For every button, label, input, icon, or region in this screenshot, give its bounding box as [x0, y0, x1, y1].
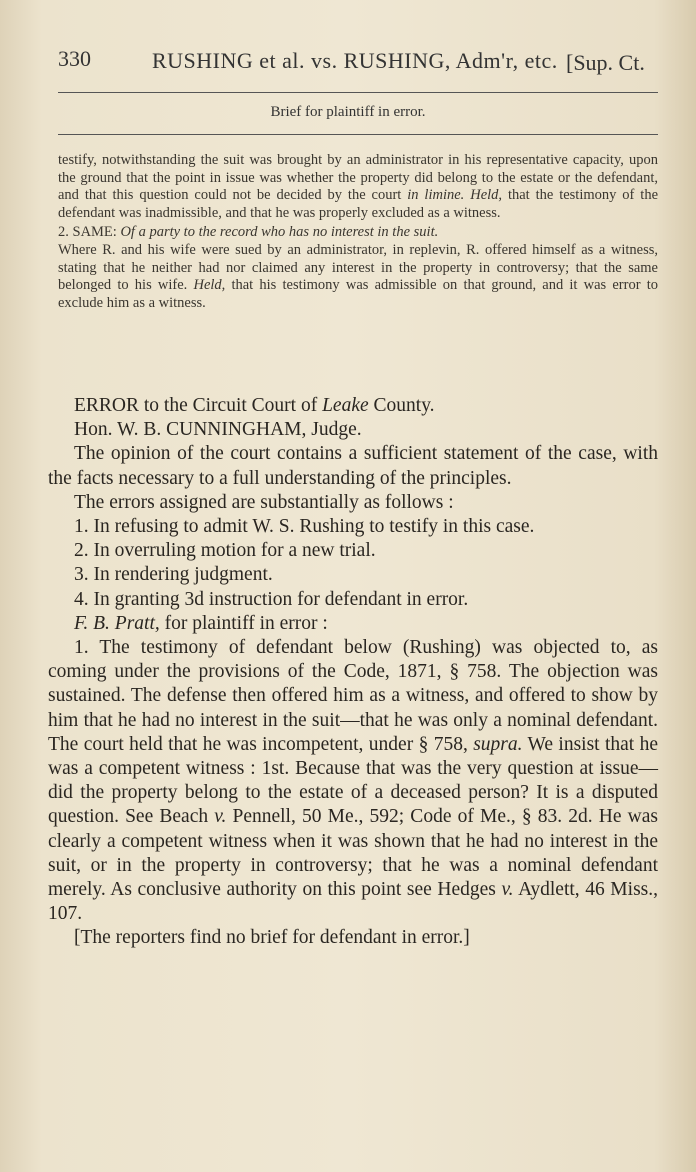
judge-name: CUNNINGHAM [166, 419, 302, 441]
headnote-text: Where R. and his wife were sued by an administrator, in replevin, R. offered himself as a witness, stating that he neither had nor claimed any interest in the property in controversy; that the same belonged to his wife. [58, 241, 658, 294]
supra: supra. [473, 733, 523, 755]
counsel-line [48, 612, 658, 636]
reporters-note: [The reporters find no brief for defendant in error.] [74, 927, 470, 949]
headnote-italic: in limine. [407, 187, 465, 204]
headnote-text: that the testimony of the defendant was inadmissible, and that he was properly excluded as a witness. [58, 187, 658, 221]
opinion-paragraph: The opinion of the court contains a sufficient statement of the case, with the facts necessary to a full understanding of the principles. [48, 443, 658, 489]
headnote-held: Held, [193, 277, 226, 294]
counsel-name: F. B. Pratt, [74, 612, 160, 634]
headnote [58, 152, 658, 312]
error-item-1: 1. In refusing to admit W. S. Rushing to testify in this case. [74, 516, 535, 538]
errors-intro: The errors assigned are substantially as follows : [74, 491, 454, 513]
error-item-2: 2. In overruling motion for a new trial. [74, 540, 376, 562]
versus: v. [501, 879, 514, 901]
main-body [48, 394, 658, 951]
page-number: 330 [58, 46, 91, 71]
headnote-title: Of a party to the record who has no interest in the suit. [120, 224, 439, 241]
body-text: Hon. W. B. [74, 419, 162, 441]
versus: v. [214, 806, 227, 828]
body-text: 1. The testimony of defendant below (Rushing) was objected to, as coming under the provisions of the Code, 1871, § 758. The objection was sustained. The defense then offered him as a witness, and offered to show by him that he had no interest in the suit—that he was only a nominal defendant. The court held that he was incompetent, under § 758, [48, 637, 658, 755]
headnote-paragraph-1 [58, 152, 658, 222]
body-text: Pennell, 50 Me., 592; Code of Me., § 83. 2d. He was clearly a competent witness when it was shown that he had no interest in the suit, or in the property in controversy; that he was a nominal defendant merely. As conclusive authority on this point see Hedges [48, 806, 658, 901]
body-text: , Judge. [301, 419, 362, 441]
brief-heading: Brief for plaintiff in error. [270, 104, 426, 120]
body-text: Aydlett, 46 Miss., 107. [48, 879, 658, 925]
judge-line [48, 418, 658, 442]
argument-paragraph [48, 636, 658, 926]
error-item-3: 3. In rendering judgment. [74, 564, 273, 586]
header-rule-bottom [58, 134, 658, 135]
running-header [0, 42, 696, 82]
headnote-paragraph-2 [58, 224, 658, 242]
headnote-label: 2. SAME: [58, 224, 117, 241]
error-item-4: 4. In granting 3d instruction for defendant in error. [74, 588, 469, 610]
error-prefix: ERROR [74, 395, 140, 416]
body-text: County. [373, 395, 435, 416]
counsel-role: for plaintiff in error : [164, 612, 328, 634]
header-rule-top [58, 92, 658, 93]
headnote-held: Held, [470, 187, 503, 204]
running-title: RUSHING et al. vs. RUSHING, Adm'r, etc. [152, 48, 558, 73]
county: Leake [322, 395, 369, 416]
body-text: to the Circuit Court of [143, 395, 318, 416]
headnote-text: testify, notwithstanding the suit was brought by an administrator in his representative capacity, upon the ground that the point in issue was whether the property did belong to the estate or the defendant, and that this question could not be decided by the court [58, 152, 658, 204]
error-line [48, 394, 658, 418]
court-label: [Sup. Ct. [566, 50, 645, 75]
body-text: We insist that he was a competent witness : 1st. Because that was the very question at issue—did the property belong to the estate of a deceased person? It is a disputed question. See Beach [48, 733, 658, 828]
headnote-text: that his testimony was admissible on that ground, and it was error to exclude him as a witness. [58, 277, 658, 311]
headnote-paragraph-3 [58, 242, 658, 312]
